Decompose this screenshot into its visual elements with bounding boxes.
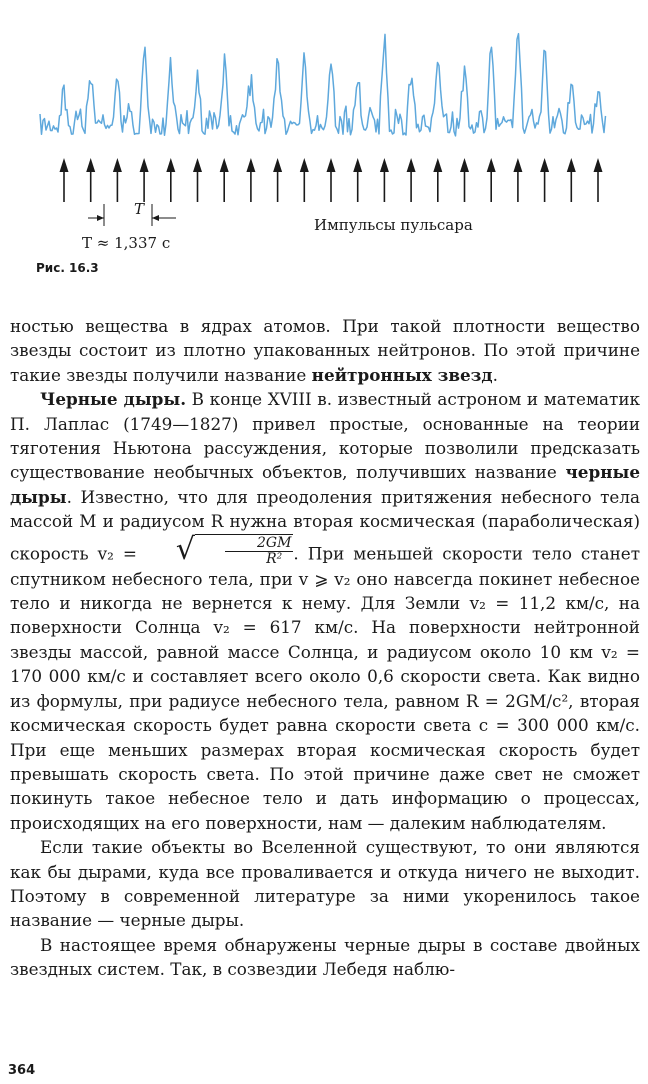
pulse-arrow [380,158,389,202]
pulse-arrow [353,158,362,202]
text-run: . Известно, что для преодоления притяжения небесного тела массой M и радиусом R нужна вторая космическая (параболическая) скорость v₂ = [10,486,640,564]
pulse-arrow [433,158,442,202]
pulse-arrow [487,158,496,202]
period-T-label: T [134,200,145,218]
figure-caption: Рис. 16.3 [36,261,99,275]
pulse-arrow [166,158,175,202]
pulse-arrow [246,158,255,202]
pulse-arrow [113,158,122,202]
pulse-arrow [460,158,469,202]
paragraph [10,314,640,387]
period-value-label: T ≈ 1,337 с [82,234,171,252]
paragraph [10,387,640,835]
bold-term: черные дыры [10,462,640,507]
pulsar-figure [0,0,648,270]
paragraph [10,835,640,933]
bold-term: нейтронных звезд [311,364,493,385]
pulse-arrow [594,158,603,202]
bold-term: Черные дыры. [40,389,187,410]
text-run: В настоящее время обнаружены черные дыры в составе двойных звездных систем. Так, в созвездии Лебедя наблю- [10,934,640,980]
pulsar-signal-trace [40,34,606,136]
pulse-arrow [193,158,202,202]
pulse-arrows [60,158,603,202]
period-bracket [88,204,176,226]
pulse-arrow [407,158,416,202]
pulse-arrow [273,158,282,202]
text-run: . При меньшей скорости тело станет спутником небесного тела, при v ⩾ v₂ оно навсегда покинет небесное тело и никогда не вернется к нему. Для Земли v₂ = 11,2 км/с, на поверхности Солнца v₂ = 617 км/с. На поверхности нейтронной звезды массой, равной массе Солнца, и радиусом около 10 км v₂ = 170 000 км/с и составляет всего около 0,6 скорости света. Как видно из формулы, при радиусе небесного тела, равном R = 2GM/c², вторая космическая скорость будет равна скорости света c = 300 000 км/с. При еще меньших размерах вторая космическая скорость будет превышать скорость света. По этой причине даже свет не сможет покинуть такое небесное тело и дать информацию о процессах, происходящих на его поверхности, нам — далеким наблюдателям. [10,543,640,833]
pulse-arrow [300,158,309,202]
pulse-arrow [86,158,95,202]
text-run: ностью вещества в ядрах атомов. При такой плотности вещество звезды состоит из плотно упакованных нейтронов. По этой причине такие звезды получили название [10,316,640,385]
text-run: В конце XVIII в. известный астроном и математик П. Лаплас (1749—1827) привел простые, основанные на теории тяготения Ньютона рассуждения, которые позволили предсказать существование необычных объектов, получивших название [10,389,640,483]
pulses-label: Импульсы пульсара [314,216,473,234]
pulse-arrow [567,158,576,202]
pulse-arrow [513,158,522,202]
pulse-arrow [540,158,549,202]
pulse-arrow [140,158,149,202]
paragraph [10,933,640,982]
pulse-arrow [327,158,336,202]
body-text [10,314,640,982]
escape-velocity-formula: √ $\frac{2GM}{\text{R²}}$ [175,532,292,568]
page-number: 364 [8,1063,36,1078]
pulse-arrow [220,158,229,202]
text-run: Если такие объекты во Вселенной существуют, то они являются как бы дырами, куда все проваливается и откуда ничего не выходит. Поэтому в современной литературе за ними укоренилось такое название — черные дыры. [10,837,640,931]
text-run: . [492,364,498,385]
pulse-arrow [60,158,69,202]
